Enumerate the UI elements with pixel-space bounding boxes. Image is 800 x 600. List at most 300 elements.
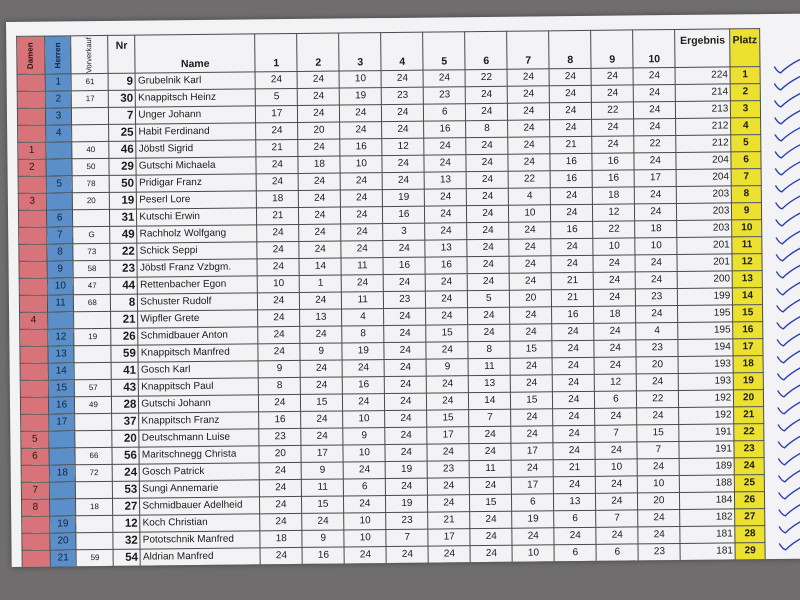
game-7-score-cell: 24 [511,375,553,392]
game-8-score-cell: 24 [551,204,593,221]
game-5-score-cell: 24 [425,189,467,206]
ergebnis-cell: 182 [680,509,735,527]
vorverkauf-cell: 59 [77,549,114,566]
game-3-score-cell: 24 [343,462,385,479]
game-2-score-cell: 24 [299,190,341,207]
game-7-score-cell: 24 [509,256,551,273]
vorverkauf-cell: 78 [73,175,110,192]
game-7-score-cell: 6 [512,494,554,511]
game-8-score-cell: 16 [552,306,594,323]
ergebnis-cell: 188 [680,475,735,493]
game-5-score-cell: 16 [424,121,466,138]
game-4-header: 4 [381,32,423,70]
vorverkauf-cell: 19 [74,328,111,345]
game-3-score-cell: 24 [341,241,383,258]
vorverkauf-cell: 58 [73,260,110,277]
player-name-cell: Knappitsch Paul [139,378,259,396]
platz-cell: 25 [735,475,765,492]
game-9-score-cell: 24 [591,68,633,85]
game-5-score-cell: 17 [427,427,469,444]
vorverkauf-cell: 61 [72,73,109,90]
vorverkauf-cell: 66 [75,447,112,464]
herren-header: Herren [44,36,71,74]
start-number-cell: 41 [111,362,138,379]
game-7-score-cell: 24 [510,273,552,290]
ergebnis-cell: 214 [676,84,731,102]
player-name-cell: Schick Seppi [137,242,257,260]
game-7-score-cell: 10 [509,205,551,222]
game-5-score-cell: 13 [424,172,466,189]
game-6-score-cell: 24 [467,239,509,256]
game-10-score-cell: 24 [635,271,677,288]
platz-cell: 28 [735,526,765,543]
game-7-score-cell: 24 [510,358,552,375]
game-6-score-cell: 8 [466,120,508,137]
herren-rank-cell [47,312,74,329]
damen-rank-cell [20,363,48,380]
ergebnis-cell: 203 [677,203,732,221]
game-3-score-cell: 11 [342,292,384,309]
game-9-score-cell: 24 [596,527,638,544]
checkmark-icon [774,330,800,348]
game-1-score-cell: 18 [260,530,302,547]
game-6-score-cell: 24 [466,103,508,120]
damen-rank-cell [22,550,50,567]
game-4-score-cell: 16 [383,257,425,274]
game-6-score-cell: 15 [470,494,512,511]
game-5-score-cell: 24 [423,70,465,87]
game-10-score-cell: 24 [638,509,680,526]
game-9-score-cell: 12 [593,204,635,221]
damen-rank-cell [19,244,47,261]
vorverkauf-cell [74,345,111,362]
damen-rank-cell [20,380,48,397]
game-6-score-cell: 24 [466,154,508,171]
vorverkauf-cell: 40 [72,141,109,158]
game-3-score-cell: 24 [344,547,386,564]
start-number-cell: 50 [109,175,136,192]
herren-rank-cell: 1 [45,74,72,91]
start-number-cell: 59 [111,345,138,362]
checkmark-icon [773,228,800,246]
game-2-header: 2 [297,33,339,71]
game-8-score-cell: 24 [553,408,595,425]
game-4-score-cell: 24 [384,274,426,291]
game-1-score-cell: 24 [258,292,300,309]
vorverkauf-cell [76,532,113,549]
game-2-score-cell: 24 [301,411,343,428]
start-number-cell: 19 [110,192,137,209]
game-8-score-cell: 6 [554,510,596,527]
game-3-score-cell: 11 [341,258,383,275]
name-header: Name [135,34,255,73]
game-7-score-cell: 4 [509,188,551,205]
game-3-score-cell: 24 [341,207,383,224]
platz-cell: 4 [731,118,761,135]
game-5-score-cell: 9 [426,359,468,376]
herren-rank-cell: 12 [47,329,74,346]
game-9-score-cell: 24 [596,493,638,510]
ergebnis-cell: 204 [676,152,731,170]
platz-cell: 17 [733,339,763,356]
game-1-score-cell: 18 [257,190,299,207]
start-number-cell: 32 [113,532,140,549]
game-3-score-cell: 9 [343,428,385,445]
game-3-score-cell: 24 [341,190,383,207]
game-9-score-cell: 24 [592,119,634,136]
game-6-score-cell: 24 [470,545,512,562]
game-5-score-cell: 24 [426,308,468,325]
game-8-score-cell: 21 [552,289,594,306]
start-number-cell: 49 [110,226,137,243]
game-6-score-cell: 24 [466,86,508,103]
game-3-score-cell: 24 [344,496,386,513]
game-1-score-cell: 5 [256,88,298,105]
checkmark-icon [772,109,800,127]
game-3-score-cell: 4 [342,309,384,326]
game-10-score-cell: 20 [636,356,678,373]
ergebnis-cell: 181 [680,543,735,561]
game-2-score-cell: 17 [301,445,343,462]
platz-cell: 23 [734,441,764,458]
ergebnis-cell: 193 [679,373,734,391]
game-6-score-cell: 22 [465,69,507,86]
game-6-score-cell: 24 [466,171,508,188]
game-1-score-cell: 24 [260,496,302,513]
checkmark-icon [776,535,800,553]
results-body [17,67,765,567]
game-4-score-cell: 23 [386,512,428,529]
game-3-header: 3 [339,33,381,71]
game-9-score-cell: 16 [592,170,634,187]
game-2-score-cell: 24 [297,71,339,88]
game-7-score-cell: 24 [508,137,550,154]
damen-rank-cell [17,91,45,108]
game-8-score-cell: 24 [553,374,595,391]
game-6-score-cell: 24 [468,273,510,290]
game-10-score-cell: 22 [637,390,679,407]
start-number-cell: 8 [111,294,138,311]
game-5-score-cell: 24 [428,495,470,512]
game-3-score-cell: 19 [342,343,384,360]
game-1-header: 1 [255,33,297,71]
game-3-score-cell: 16 [340,139,382,156]
results-table [16,28,765,567]
ergebnis-cell: 192 [679,407,734,425]
player-name-cell: Gosch Patrick [139,463,259,481]
player-name-cell: Pridigar Franz [136,174,256,192]
start-number-cell: 24 [112,464,139,481]
herren-rank-cell [46,193,73,210]
player-name-cell: Rachholz Wolfgang [137,225,257,243]
game-1-score-cell: 24 [257,241,299,258]
game-8-score-cell: 24 [552,357,594,374]
game-9-score-cell: 24 [596,476,638,493]
herren-rank-cell: 8 [47,244,74,261]
game-1-score-cell: 24 [260,547,302,564]
damen-rank-cell [18,210,46,227]
game-7-score-cell: 24 [508,86,550,103]
herren-rank-cell: 18 [49,465,76,482]
game-1-score-cell: 20 [259,445,301,462]
vorverkauf-cell [73,209,110,226]
game-9-score-cell: 24 [592,136,634,153]
game-9-score-cell: 24 [594,323,636,340]
game-4-score-cell: 24 [385,376,427,393]
damen-rank-cell: 6 [21,448,49,465]
platz-cell: 19 [734,373,764,390]
game-9-score-cell: 10 [595,459,637,476]
game-2-score-cell: 15 [302,496,344,513]
game-7-score-cell: 15 [511,392,553,409]
game-5-score-cell: 24 [427,376,469,393]
platz-cell: 29 [735,543,765,560]
game-10-score-cell: 24 [636,305,678,322]
game-5-score-cell: 16 [425,257,467,274]
damen-rank-cell [19,227,47,244]
game-2-score-cell: 24 [301,377,343,394]
checkmark-icon [775,382,800,400]
platz-cell: 9 [732,203,762,220]
player-name-cell: Jöbstl Franz Vzbgm. [137,259,257,277]
game-5-score-cell: 24 [426,274,468,291]
game-4-score-cell: 7 [386,529,428,546]
platz-cell: 20 [734,390,764,407]
game-10-score-cell: 24 [637,458,679,475]
start-number-cell: 37 [112,413,139,430]
game-10-score-cell: 24 [634,84,676,101]
game-9-score-cell: 7 [595,425,637,442]
checkmark-icon [773,194,800,212]
game-3-score-cell: 6 [344,479,386,496]
game-7-score-cell: 24 [512,528,554,545]
damen-rank-cell [22,516,50,533]
player-name-cell: Knappitsch Manfred [138,344,258,362]
damen-rank-cell [20,346,48,363]
game-5-score-cell: 24 [428,478,470,495]
platz-cell: 13 [732,271,762,288]
game-10-score-cell: 7 [637,441,679,458]
player-name-cell: Gutschi Michaela [136,157,256,175]
player-name-cell: Schuster Rudolf [138,293,258,311]
checkmark-icon [775,416,800,434]
platz-cell: 2 [731,84,761,101]
game-5-score-cell: 24 [424,138,466,155]
game-6-score-cell: 14 [469,392,511,409]
player-name-cell: Koch Christian [140,514,260,532]
game-5-score-cell: 24 [426,342,468,359]
game-9-header: 9 [591,30,633,68]
game-2-score-cell: 24 [299,241,341,258]
ergebnis-cell: 184 [680,492,735,510]
game-4-score-cell: 24 [382,104,424,121]
game-5-header: 5 [423,32,465,70]
game-2-score-cell: 9 [301,462,343,479]
checkmark-icon [776,501,800,519]
platz-cell: 21 [734,407,764,424]
damen-rank-cell [21,414,49,431]
game-8-score-cell: 16 [550,153,592,170]
game-4-score-cell: 24 [385,427,427,444]
game-7-score-cell: 17 [511,443,553,460]
start-number-cell: 27 [113,498,140,515]
checkmark-icon [773,211,800,229]
game-2-score-cell: 24 [298,105,340,122]
vorverkauf-cell [74,311,111,328]
ergebnis-cell: 201 [677,237,732,255]
player-name-cell: Kutschi Erwin [137,208,257,226]
game-6-score-cell: 24 [467,256,509,273]
game-4-score-cell: 19 [383,189,425,206]
ergebnis-cell: 212 [676,135,731,153]
game-10-score-cell: 24 [635,254,677,271]
ergebnis-cell: 200 [677,271,732,289]
player-name-cell: Unger Johann [136,106,256,124]
herren-rank-cell: 6 [46,210,73,227]
player-name-cell: Pototschnik Manfred [140,531,260,549]
vorverkauf-cell: 49 [75,396,112,413]
game-2-score-cell: 24 [299,207,341,224]
game-7-score-cell: 24 [509,239,551,256]
game-3-score-cell: 10 [339,71,381,88]
game-9-score-cell: 24 [595,442,637,459]
checkmark-icon [776,467,800,485]
game-8-score-cell: 24 [550,85,592,102]
game-8-score-cell: 13 [554,493,596,510]
game-8-score-cell: 24 [549,68,591,85]
game-9-score-cell: 24 [593,272,635,289]
vorverkauf-cell [75,413,112,430]
game-1-score-cell: 24 [260,513,302,530]
start-number-cell: 23 [110,260,137,277]
herren-rank-cell: 2 [45,91,72,108]
game-2-score-cell: 1 [300,275,342,292]
game-8-score-cell: 24 [550,119,592,136]
checkmark-icon [773,245,800,263]
player-name-cell: Gosch Karl [138,361,258,379]
player-name-cell: Wipfler Grete [138,310,258,328]
damen-rank-cell: 5 [21,431,49,448]
game-6-score-cell: 24 [468,324,510,341]
game-7-score-cell: 10 [512,545,554,562]
game-3-score-cell: 10 [343,411,385,428]
platz-cell: 18 [733,356,763,373]
game-2-score-cell: 20 [298,122,340,139]
game-2-score-cell: 24 [299,224,341,241]
game-6-score-cell: 11 [469,460,511,477]
game-4-score-cell: 24 [385,444,427,461]
game-4-score-cell: 19 [386,495,428,512]
start-number-cell: 25 [109,124,136,141]
damen-rank-cell [17,108,45,125]
ergebnis-header: Ergebnis [675,29,730,68]
vorverkauf-cell: 20 [73,192,110,209]
game-3-score-cell: 24 [340,105,382,122]
game-5-score-cell: 24 [427,444,469,461]
game-2-score-cell: 16 [302,547,344,564]
game-4-score-cell: 3 [383,223,425,240]
player-name-cell: Rettenbacher Egon [138,276,258,294]
game-7-score-cell: 24 [507,69,549,86]
game-6-score-cell: 5 [468,290,510,307]
platz-header: Platz [730,29,760,67]
damen-rank-cell [22,533,50,550]
game-6-score-cell: 24 [470,528,512,545]
game-3-score-cell: 10 [344,513,386,530]
game-1-score-cell: 21 [256,139,298,156]
game-8-score-cell: 24 [554,527,596,544]
game-10-header: 10 [633,29,675,67]
game-1-score-cell: 24 [259,394,301,411]
game-8-score-cell: 24 [551,187,593,204]
game-4-score-cell: 24 [385,393,427,410]
game-6-header: 6 [465,31,507,69]
game-10-score-cell: 22 [634,135,676,152]
ergebnis-cell: 212 [676,118,731,136]
game-7-score-cell: 15 [510,341,552,358]
game-2-score-cell: 14 [299,258,341,275]
herren-rank-cell: 4 [45,125,72,142]
game-5-score-cell: 15 [427,410,469,427]
herren-rank-cell: 5 [46,176,73,193]
game-6-score-cell: 24 [466,137,508,154]
ergebnis-cell: 195 [678,322,733,340]
player-name-cell: Habit Ferdinand [136,123,256,141]
checkmark-icon [772,143,800,161]
player-name-cell: Jöbstl Sigrid [136,140,256,158]
herren-rank-cell: 21 [50,550,77,567]
game-4-score-cell: 24 [384,325,426,342]
game-9-score-cell: 12 [595,374,637,391]
game-1-score-cell: 24 [258,326,300,343]
game-10-score-cell: 24 [635,186,677,203]
damen-rank-cell [19,295,47,312]
game-8-score-cell: 16 [550,170,592,187]
platz-cell: 5 [731,135,761,152]
checkmark-icon [775,399,800,417]
game-4-score-cell: 24 [384,342,426,359]
checkmark-icon [774,348,800,366]
game-2-score-cell: 24 [301,428,343,445]
game-4-score-cell: 24 [386,478,428,495]
game-1-score-cell: 24 [259,462,301,479]
game-9-score-cell: 24 [592,85,634,102]
game-5-score-cell: 24 [425,223,467,240]
game-8-score-cell: 16 [551,221,593,238]
game-10-score-cell: 10 [638,475,680,492]
game-7-score-cell: 24 [510,307,552,324]
game-10-score-cell: 24 [634,152,676,169]
checkmark-icon [776,518,800,536]
game-4-score-cell: 23 [382,87,424,104]
vorverkauf-cell: 47 [74,277,111,294]
herren-rank-cell [45,142,72,159]
checkmark-icon [772,126,800,144]
game-7-score-cell: 22 [508,171,550,188]
game-8-score-cell: 21 [553,459,595,476]
game-2-score-cell: 9 [302,530,344,547]
game-9-score-cell: 10 [593,238,635,255]
ergebnis-cell: 189 [679,458,734,476]
vorverkauf-cell: 50 [72,158,109,175]
game-5-score-cell: 24 [424,155,466,172]
herren-rank-cell [49,448,76,465]
vorverkauf-cell: 17 [72,90,109,107]
game-7-score-cell: 24 [511,460,553,477]
game-7-score-cell: 24 [511,426,553,443]
damen-rank-cell: 1 [18,142,46,159]
start-number-cell: 53 [113,481,140,498]
